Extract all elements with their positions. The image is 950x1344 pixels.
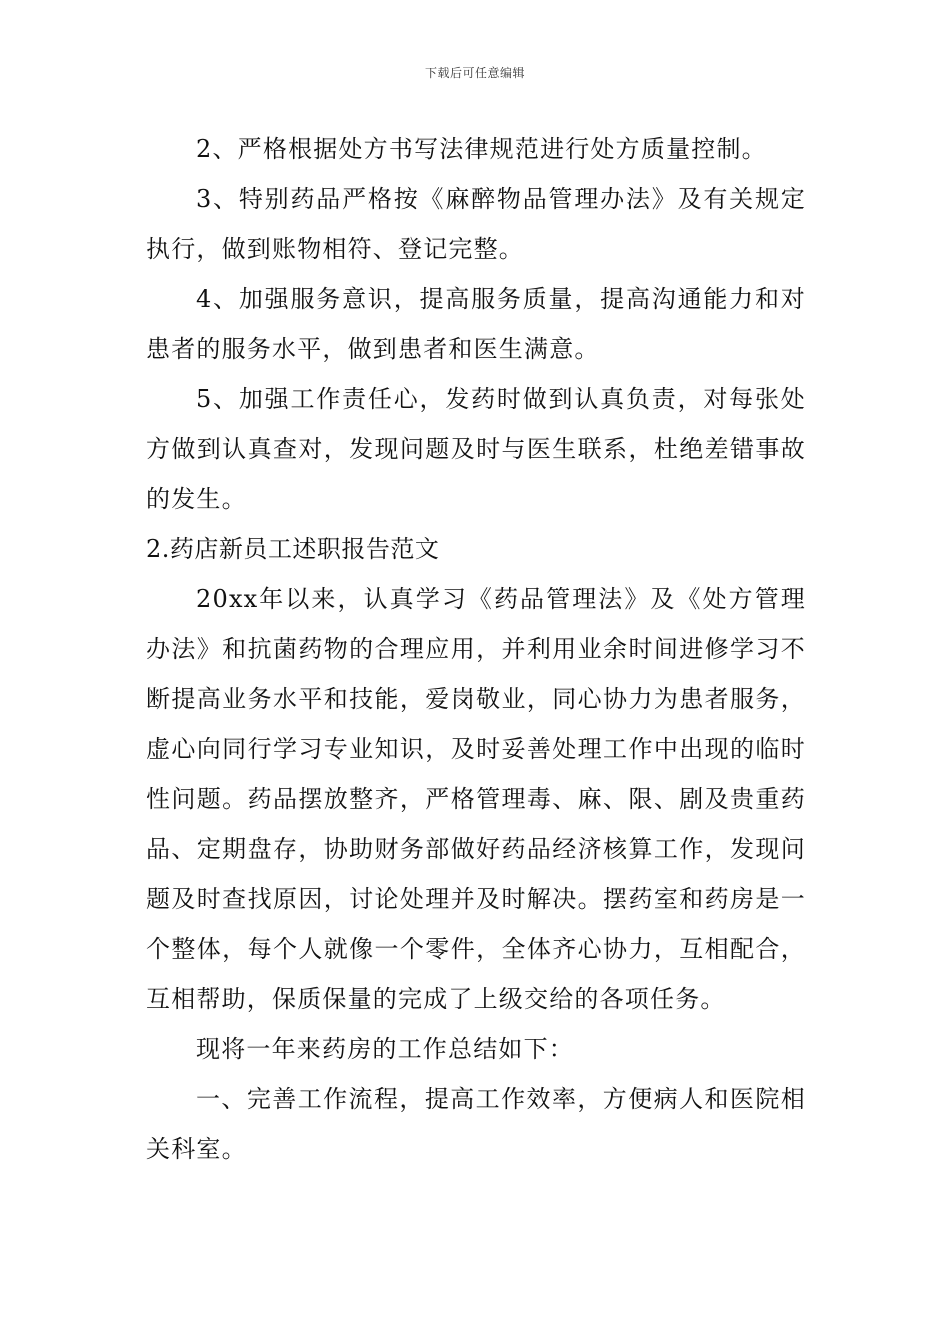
document-body — [146, 124, 806, 1174]
page-header-note: 下载后可任意编辑 — [424, 66, 525, 80]
paragraph-item-2: 2、严格根据处方书写法律规范进行处方质量控制。 — [196, 135, 767, 163]
paragraph-item-4: 4、加强服务意识，提高服务质量，提高沟通能力和对患者的服务水平，做到患者和医生满意。 — [146, 285, 806, 363]
paragraph-item-5: 5、加强工作责任心，发药时做到认真负责，对每张处方做到认真查对，发现问题及时与医生联系，杜绝差错事故的发生。 — [146, 385, 806, 513]
paragraph-report-body: 20xx年以来，认真学习《药品管理法》及《处方管理办法》和抗菌药物的合理应用，并利用业余时间进修学习不断提高业务水平和技能，爱岗敬业，同心协力为患者服务，虚心向同行学习专业知识，及时妥善处理工作中出现的临时性问题。药品摆放整齐，严格管理毒、麻、限、剧及贵重药品、定期盘存，协助财务部做好药品经济核算工作，发现问题及时查找原因，讨论处理并及时解决。摆药室和药房是一个整体，每个人就像一个零件，全体齐心协力，互相配合，互相帮助，保质保量的完成了上级交给的各项任务。 — [146, 585, 806, 1013]
section-heading: 2.药店新员工述职报告范文 — [146, 535, 440, 563]
paragraph-item-3: 3、特别药品严格按《麻醉物品管理办法》及有关规定执行，做到账物相符、登记完整。 — [146, 185, 806, 263]
paragraph-point-one: 一、完善工作流程，提高工作效率，方便病人和医院相关科室。 — [146, 1085, 806, 1163]
paragraph-summary-intro: 现将一年来药房的工作总结如下： — [196, 1035, 574, 1063]
